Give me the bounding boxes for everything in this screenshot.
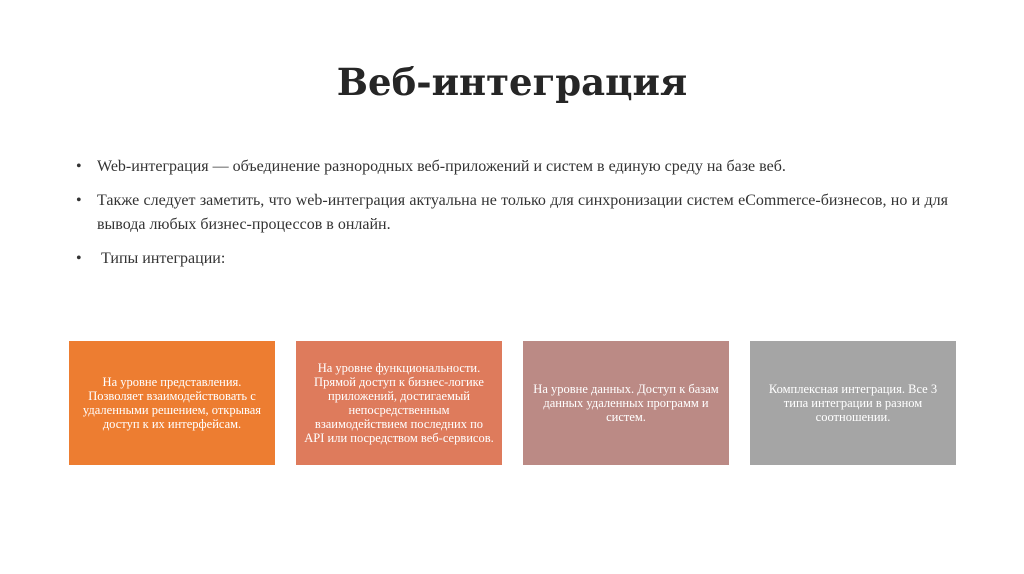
bullet-list — [76, 155, 948, 281]
bullet-item-relevance: • Также следует заметить, что web-интеграция актуальна не только для синхронизации систем eCommerce-бизнесов, но и для вывода любых бизнес-процессов в онлайн. — [76, 189, 948, 237]
bullet-item-types: • Типы интеграции: — [76, 247, 948, 271]
integration-type-text: Комплексная интеграция. Все 3 типа интеграции в разном соотношении. — [768, 382, 938, 424]
integration-type-text: На уровне представления. Позволяет взаимодействовать с удаленными решением, открывая доступ к их интерфейсам. — [82, 375, 262, 431]
integration-type-data — [523, 341, 729, 465]
bullet-item-definition: • Web-интеграция — объединение разнородных веб-приложений и систем в единую среду на базе веб. — [76, 155, 948, 179]
integration-type-text: На уровне функциональности. Прямой доступ к бизнес-логике приложений, достигаемый непосредственным взаимодействием последних по API или посредством веб-сервисов. — [304, 361, 494, 445]
integration-type-text: На уровне данных. Доступ к базам данных удаленных программ и систем. — [533, 382, 719, 424]
integration-types — [69, 341, 955, 465]
slide-title: Веб-интеграция — [336, 60, 688, 104]
integration-type-presentation — [69, 341, 275, 465]
integration-type-functional — [296, 341, 502, 465]
integration-type-complex — [750, 341, 956, 465]
